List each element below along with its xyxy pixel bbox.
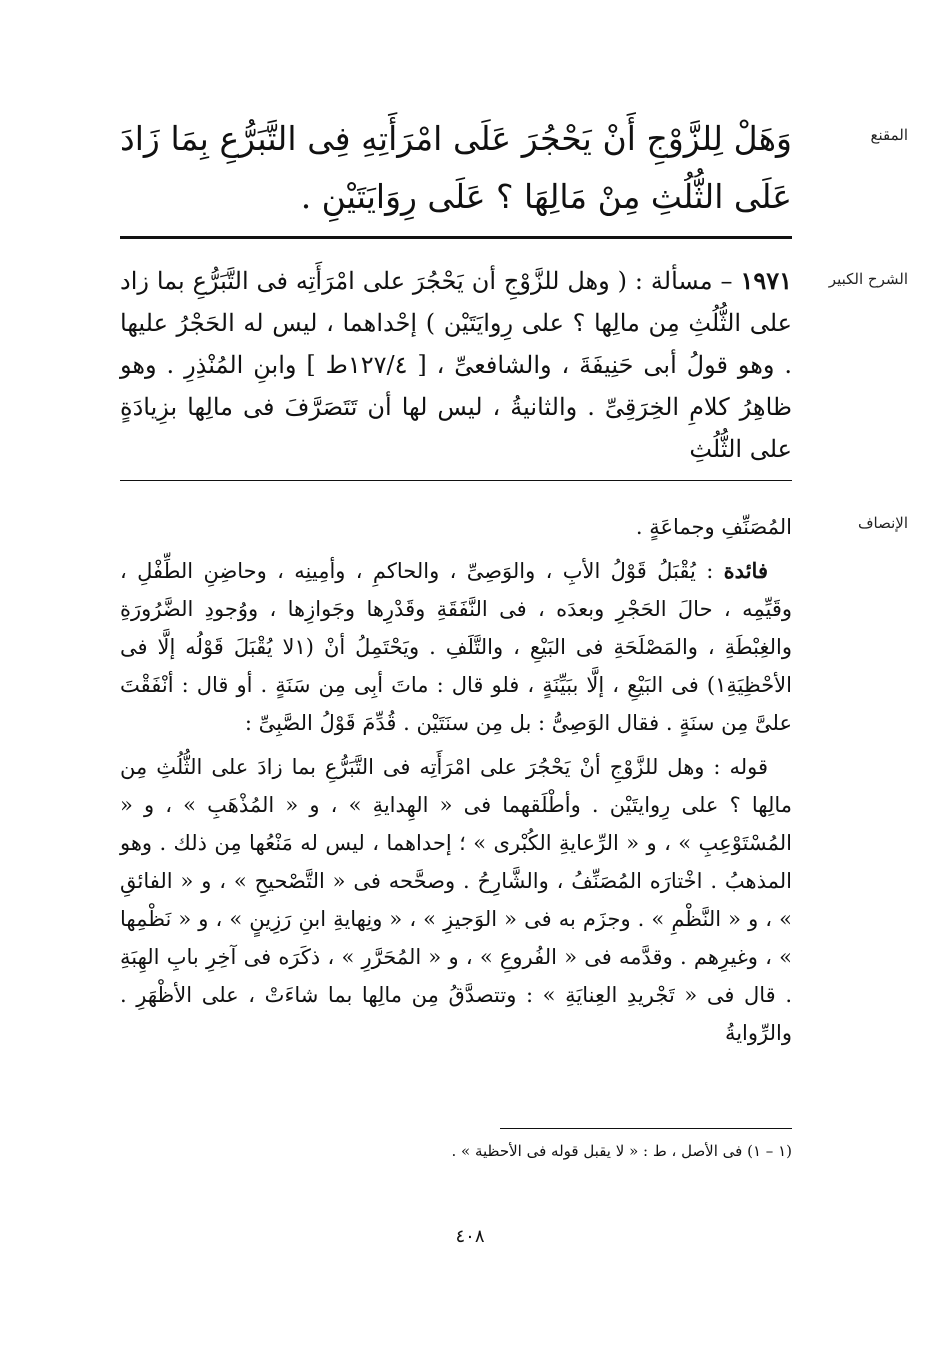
insaf-label: الإنصاف: [857, 514, 908, 532]
section-divider-thick: [120, 236, 792, 239]
sharh-label: الشرح الكبير: [828, 270, 908, 288]
footnote-divider: [500, 1128, 792, 1129]
faida-text: : يُقْبَلُ قَوْلُ الأبِ ، والوَصِىِّ ، والحاكمِ ، وأمِينِه ، وحاضِنِ الطِّفْلِ ، وقَيِّمِه ، حالَ الحَجْرِ وبعدَه ، فى النَّفَقَةِ وقَدْرِها وجَوازِها ، ووُجودِ الضَّرُورَةِ والغِبْطَةِ ، والمَصْلَحَةِ فى البَيْعِ ، والتَّلَفِ . ويَحْتَمِلُ أنْ (١لا يُقْبَلَ قَوْلُه إلَّا فى الأحْظِيَةِ١) فى البَيْعِ ، إلَّا ببَيِّنَةٍ ، فلو قال : ماتَ أبِى مِن سَنَةٍ . أو قال : أنْفَقْتَ علىَّ مِن سنَةٍ . فقال الوَصِىُّ : بل مِن سنَتَيْن . قُدِّمَ قَوْلُ الصَّبِىِّ :: [120, 559, 792, 735]
muqni-label: المقنع: [870, 126, 908, 144]
insaf-line1: المُصَنِّفِ وجماعَةٍ .: [635, 515, 792, 539]
muqni-text: وَهَلْ لِلزَّوْجِ أَنْ يَحْجُرَ عَلَى امْرَأَتِهِ فِى التَّبَرُّعِ بِمَا زَادَ عَلَى الثُّلُثِ مِنْ مَالِهَا ؟ عَلَى رِوَايَتَيْنِ .: [120, 119, 792, 216]
sharh-text: [120, 260, 792, 470]
qawluh-paragraph: قوله : وهل للزَّوْجِ أنْ يَحْجُرَ على امْرَأَتِه فى التَّبَرُّعِ بما زادَ على الثُّلُثِ مِن مالِها ؟ على رِوايتَيْن . وأطْلَقهما فى « الهِدايةِ » ، و « المُذْهَبِ » ، و « المُسْتَوْعِبِ » ، و « الرِّعايةِ الكُبْرى » ؛ إحداهما ، ليس له مَنْعُها مِن ذلك . وهو المذهبُ . اخْتارَه المُصَنِّفُ ، والشَّارِحُ . وصحَّحه فى « التَّصْحيحِ » ، و « الفائقِ » ، و « النَّظْمِ » . وجزَم به فى « الوَجيزِ » ، « ونِهايةِ ابنِ رَزِينٍ » ، و « نَظْمِها » ، وغيرِهم . وقدَّمه فى « الفُروعِ » ، و « المُحَرَّرِ » ، ذكَرَه فى آخِرِ بابِ الهِبَةِ . قال فى « تَجْريدِ العِنايَةِ » : وتتصدَّقُ مِن مالِها بما شاءَتْ ، على الأظْهَرِ . والرِّوايةُ: [120, 755, 792, 1045]
insaf-text: [120, 508, 792, 1052]
issue-body: – مسألة : ( وهل للزَّوْجِ أن يَحْجُرَ على امْرَأَتِه فى التَّبَرُّعِ بما زاد على الثُّلُثِ مِن مالِها ؟ على رِوايَتَيْن ) إحْداهما ، ليس له الحَجْرُ عليها . وهو قولُ أبى حَنِيفَةَ ، والشافعىِّ ، [ ١٢٧/٤ط ] وابنِ المُنْذِرِ . وهو ظاهِرُ كلامِ الخِرَقِىِّ . والثانيةُ ، ليس لها أن تَتَصَرَّفَ فى مالِها بزِيادَةٍ على الثُّلُثِ: [120, 267, 793, 463]
issue-number: ١٩٧١: [740, 266, 792, 295]
faida-paragraph: [120, 552, 792, 742]
footnote: (١ – ١) فى الأصل ، ط : « لا يقبل قوله فى الأحظية » .: [451, 1142, 792, 1160]
section-divider-thin: [120, 480, 792, 481]
faida-label: فائدة: [723, 558, 768, 583]
page-number: ٤٠٨: [455, 1226, 485, 1247]
